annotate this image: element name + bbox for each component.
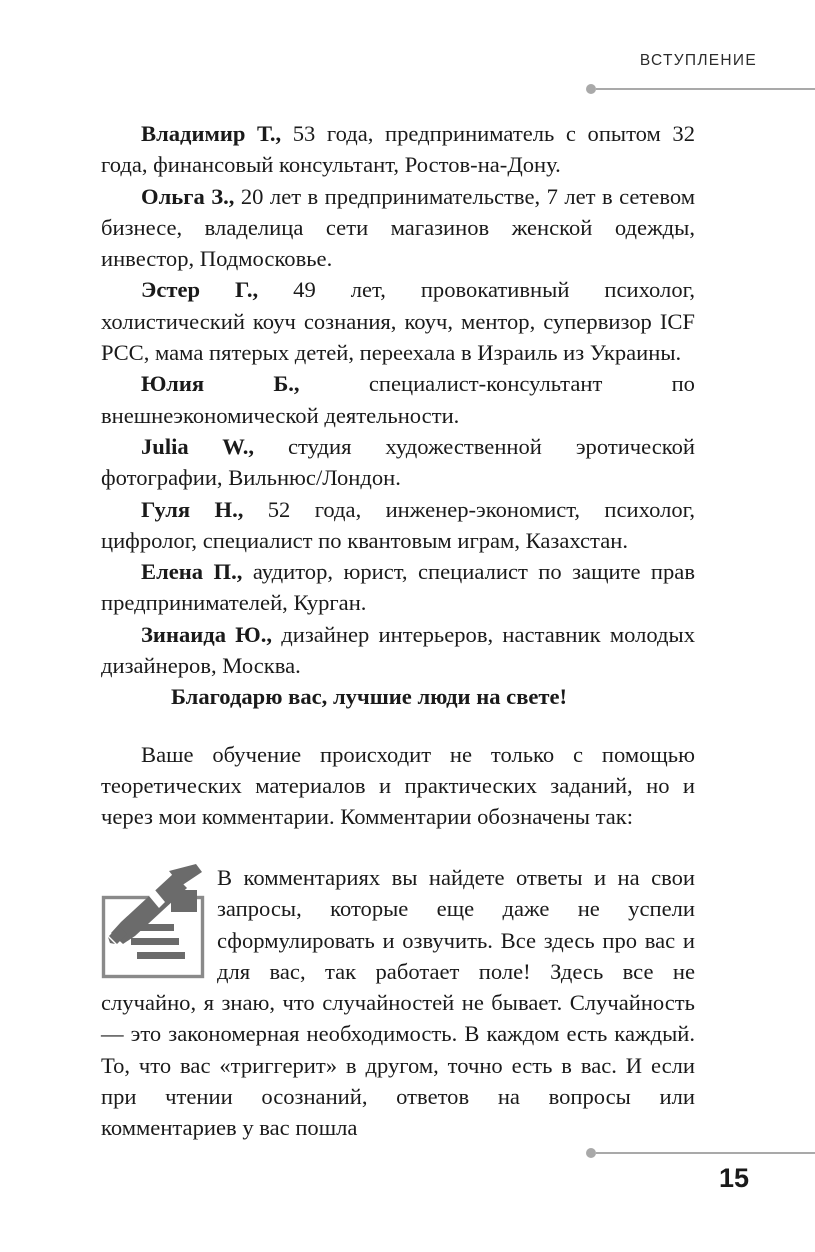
header-rule-dot bbox=[586, 84, 596, 94]
bio-name: Владимир Т., bbox=[141, 121, 282, 146]
bio-description: дизайнер интерьеров, наставник молодых дизайнеров, Москва. bbox=[101, 621, 696, 679]
bio-entry bbox=[101, 431, 695, 494]
note-icon-wrapper bbox=[101, 862, 211, 980]
bio-entry bbox=[101, 181, 695, 275]
bio-description: 49 лет, провокативный психолог, холистический коуч сознания, коуч, ментор, супервизор ICF PCC, мама пятерых детей, переехала в Израиль из Украины. bbox=[101, 277, 695, 366]
footer-rule bbox=[596, 1152, 815, 1154]
comment-callout bbox=[101, 862, 695, 1144]
bio-entry bbox=[101, 619, 695, 682]
bio-name: Гуля Н., bbox=[141, 496, 244, 522]
bio-entry bbox=[101, 274, 695, 368]
bio-description: 53 года, предприниматель с опытом 32 года, финансовый консультант, Ростов-на-Дону. bbox=[101, 121, 696, 178]
footer-rule-dot bbox=[586, 1148, 596, 1158]
bio-name: Зинаида Ю., bbox=[141, 621, 272, 647]
bio-name: Елена П., bbox=[141, 559, 243, 585]
header-rule bbox=[596, 88, 815, 90]
bio-name: Julia W., bbox=[141, 433, 255, 459]
note-with-pen-icon bbox=[101, 862, 211, 980]
bio-description: студия художественной эротической фотографии, Вильнюс/Лондон. bbox=[101, 433, 695, 491]
bio-entry bbox=[101, 556, 695, 619]
bio-description: 52 года, инженер-экономист, психолог, цифролог, специалист по квантовым играм, Казахстан. bbox=[101, 496, 696, 553]
bio-name: Ольга З., bbox=[141, 183, 235, 209]
bio-entry bbox=[101, 118, 695, 181]
bio-entry bbox=[101, 494, 695, 557]
running-header-title: ВСТУПЛЕНИЕ bbox=[639, 52, 757, 69]
text-column bbox=[101, 118, 695, 833]
bio-entry bbox=[101, 368, 695, 431]
thanks-line: Благодарю вас, лучшие люди на свете! bbox=[171, 684, 568, 710]
bio-description: 20 лет в предпринимательстве, 7 лет в сетевом бизнесе, владелица сети магазинов женской одежды, инвестор, Подмосковье. bbox=[101, 183, 695, 272]
bio-name: Юлия Б., bbox=[141, 371, 300, 397]
intro-paragraph: Ваше обучение происходит не только с помощью теоретических материалов и практических заданий, но и через мои комментарии. Комментарии обозначены так: bbox=[101, 741, 695, 830]
comment-paragraph: В комментариях вы найдете ответы и на свои запросы, которые еще даже не успели сформулировать и озвучить. Все здесь про вас и для вас, так работает поле! Здесь все не случайно, я знаю, что случайностей не бывает. Случайность — это закономерная необходимость. В каждом есть каждый. То, что вас «триггерит» в другом, точно есть в вас. И если при чтении осознаний, ответов на вопросы или комментариев у вас пошла bbox=[101, 865, 695, 1141]
bio-description: аудитор, юрист, специалист по защите прав предпринимателей, Курган. bbox=[101, 559, 695, 616]
bio-description: специалист-консультант по внешнеэкономической деятельности. bbox=[101, 371, 695, 428]
bio-name: Эстер Г., bbox=[141, 277, 259, 303]
page-number: 15 bbox=[718, 1163, 750, 1193]
